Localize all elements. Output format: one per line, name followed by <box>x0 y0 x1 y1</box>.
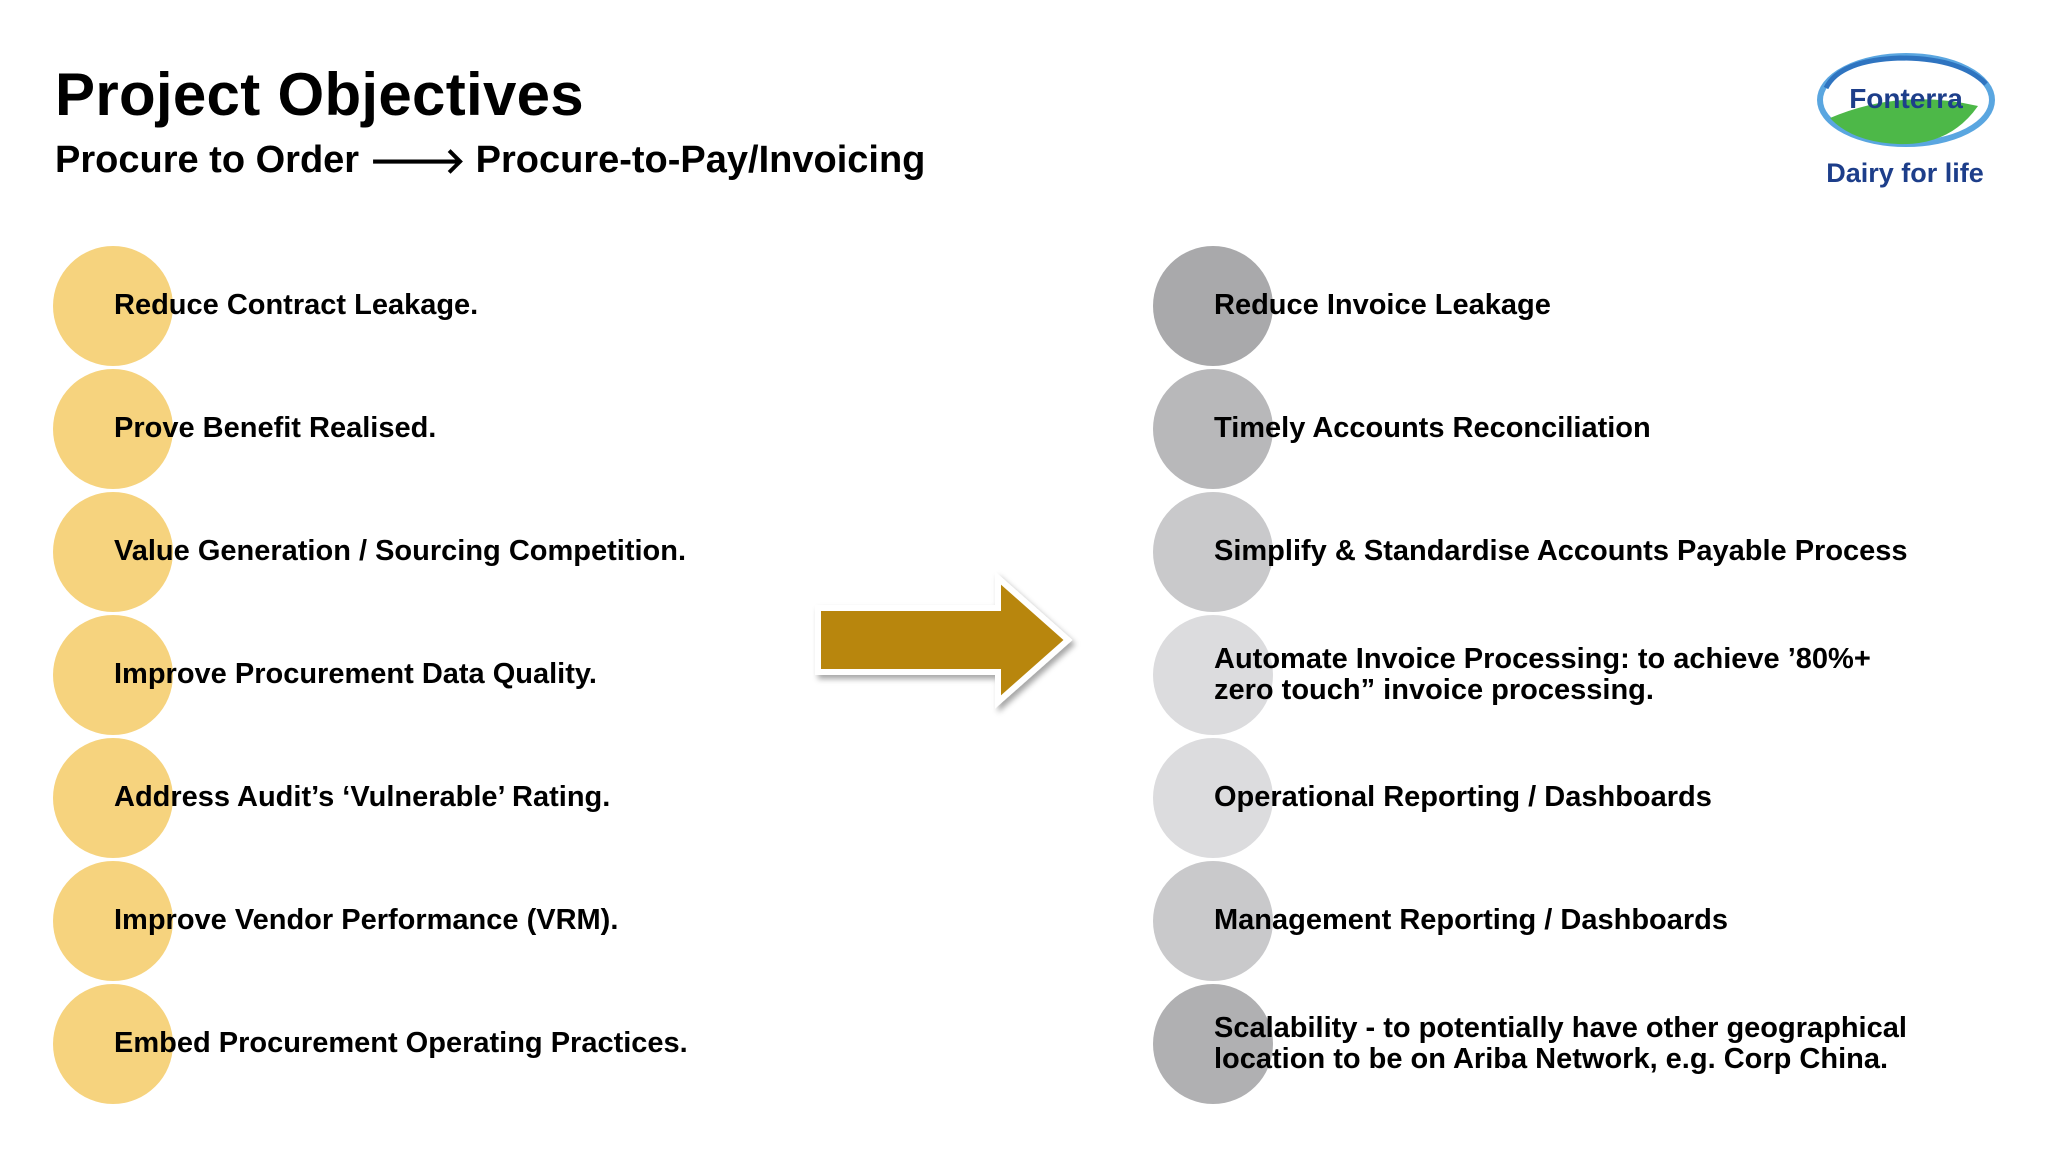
left-objectives-list <box>53 246 813 1107</box>
objective-label: Reduce Contract Leakage. <box>114 289 479 322</box>
objective-label: Address Audit’s ‘Vulnerable’ Rating. <box>114 781 611 814</box>
objective-item <box>53 369 813 492</box>
objective-label: Automate Invoice Processing: to achieve ’80%+ zero touch” invoice processing. <box>1214 642 1871 706</box>
objective-item <box>53 615 813 738</box>
objective-item <box>53 984 813 1107</box>
objective-label: Reduce Invoice Leakage <box>1214 289 1551 322</box>
fonterra-tagline: Dairy for life <box>1826 158 1984 188</box>
objective-label: Improve Procurement Data Quality. <box>114 658 597 691</box>
objective-item <box>53 861 813 984</box>
objective-label: Operational Reporting / Dashboards <box>1214 781 1712 814</box>
fonterra-logo <box>1800 48 2000 198</box>
objective-label: Timely Accounts Reconciliation <box>1214 412 1651 445</box>
objective-label: Management Reporting / Dashboards <box>1214 904 1729 937</box>
fonterra-logo-mark <box>1800 48 2000 158</box>
objective-item <box>53 246 813 369</box>
objective-label: Embed Procurement Operating Practices. <box>114 1027 688 1060</box>
objective-label: Prove Benefit Realised. <box>114 412 437 445</box>
objective-item <box>1153 984 1933 1107</box>
objective-item <box>1153 861 1933 984</box>
objective-item <box>1153 738 1933 861</box>
objective-label: Improve Vendor Performance (VRM). <box>114 904 619 937</box>
objective-item <box>53 492 813 615</box>
big-arrow-shape <box>818 578 1068 702</box>
page-subtitle <box>55 138 925 184</box>
objective-item <box>1153 369 1933 492</box>
objective-item <box>53 738 813 861</box>
big-arrow-right-icon <box>812 570 1082 730</box>
objective-item <box>1153 246 1933 369</box>
subtitle-from: Procure to Order <box>55 139 360 181</box>
arrow-right-icon: 🡒 <box>369 140 466 182</box>
subtitle-to: Procure-to-Pay/Invoicing <box>475 139 926 181</box>
fonterra-brand: Fonterra <box>1849 83 1963 114</box>
objective-label: Simplify & Standardise Accounts Payable Process <box>1214 535 1908 568</box>
right-objectives-list <box>1153 246 1933 1107</box>
objective-item <box>1153 615 1933 738</box>
page-title: Project Objectives <box>55 61 584 128</box>
objective-item <box>1153 492 1933 615</box>
objective-label: Value Generation / Sourcing Competition. <box>114 535 687 568</box>
objective-label: Scalability - to potentially have other geographical location to be on Ariba Network, e.g. Corp China. <box>1214 1011 1907 1075</box>
